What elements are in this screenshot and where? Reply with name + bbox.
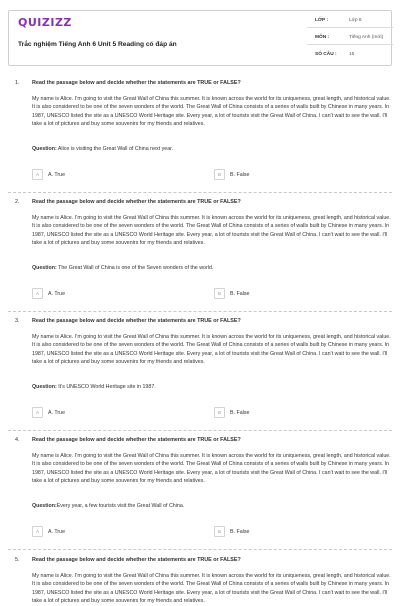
meta-value: Lớp 6: [349, 18, 362, 23]
question-text: Every year, a few tourists visit the Great Wall of China.: [56, 503, 185, 509]
reading-passage: My name is Alice. I’m going to visit the Great Wall of China this summer. It is known across the world for its uniqueness, great length, and historical value. It is also considered to be one of the seven wonders of the world. The Great Wall of China consists of a series of walls built by Chinese in many years. In 1987, UNESCO listed the site as a UNESCO World Heritage site. Every year, a lot of tourists visit the Great Wall of China. I can’t wait to see the wall. I’ll take a lot of pictures and buy some souvenirs for my friends and relatives.: [32, 573, 391, 605]
meta-row-count: [307, 47, 393, 62]
reading-passage: My name is Alice. I’m going to visit the Great Wall of China this summer. It is known across the world for its uniqueness, great length, and historical value. It is also considered to be one of the seven wonders of the world. The Great Wall of China consists of a series of walls built by Chinese in many years. In 1987, UNESCO listed the site as a UNESCO World Heritage site. Every year, a lot of tourists visit the Great Wall of China. I can’t wait to see the wall. I’ll take a lot of pictures and buy some souvenirs for my friends and relatives.: [32, 215, 391, 247]
option-b[interactable]: [214, 407, 249, 418]
document-title: Trắc nghiệm Tiếng Anh 6 Unit 5 Reading có đáp án: [18, 41, 177, 48]
meta-row-class: [307, 13, 393, 28]
question-prompt: Read the passage below and decide whether the statements are TRUE or FALSE?: [32, 318, 241, 324]
option-label: A. True: [48, 171, 66, 178]
option-b[interactable]: [214, 169, 249, 180]
reading-passage: My name is Alice. I’m going to visit the Great Wall of China this summer. It is known across the world for its uniqueness, great length, and historical value. It is also considered to be one of the seven wonders of the world. The Great Wall of China consists of a series of walls built by Chinese in many years. In 1987, UNESCO listed the site as a UNESCO World Heritage site. Every year, a lot of tourists visit the Great Wall of China. I can’t wait to see the wall. I’ll take a lot of pictures and buy some souvenirs for my friends and relatives.: [32, 453, 391, 485]
question-statement: [32, 503, 184, 509]
option-letter-box: B: [214, 407, 225, 418]
reading-passage: My name is Alice. I’m going to visit the Great Wall of China this summer. It is known across the world for its uniqueness, great length, and historical value. It is also considered to be one of the seven wonders of the world. The Great Wall of China consists of a series of walls built by Chinese in many years. In 1987, UNESCO listed the site as a UNESCO World Heritage site. Every year, a lot of tourists visit the Great Wall of China. I can’t wait to see the wall. I’ll take a lot of pictures and buy some souvenirs for my friends and relatives.: [32, 334, 391, 366]
meta-key: LỚP :: [315, 18, 329, 23]
option-letter-box: A: [32, 288, 43, 299]
question-block-5: [0, 557, 400, 605]
question-divider: [8, 430, 392, 431]
option-label: B. False: [230, 171, 250, 178]
question-label: Question:: [32, 146, 57, 152]
option-letter-box: A: [32, 526, 43, 537]
document-header: [8, 10, 392, 66]
question-prompt: Read the passage below and decide whether the statements are TRUE or FALSE?: [32, 199, 241, 205]
option-label: A. True: [48, 409, 66, 416]
question-label: Question:: [32, 503, 57, 509]
option-label: B. False: [230, 528, 250, 535]
question-label: Question:: [32, 265, 57, 271]
question-prompt: Read the passage below and decide whether the statements are TRUE or FALSE?: [32, 80, 241, 86]
option-a[interactable]: [32, 288, 65, 299]
question-number: 1.: [15, 80, 20, 86]
question-number: 3.: [15, 318, 20, 324]
question-text: The Great Wall of China is one of the Seven wonders of the world.: [56, 265, 214, 271]
question-prompt: Read the passage below and decide whether the statements are TRUE or FALSE?: [32, 437, 241, 443]
question-prompt: Read the passage below and decide whether the statements are TRUE or FALSE?: [32, 557, 241, 563]
meta-row-subject: [307, 30, 393, 45]
question-divider: [8, 549, 392, 550]
question-statement: [32, 384, 156, 390]
question-text: Alice is visiting the Great Wall of China next year.: [56, 146, 174, 152]
question-statement: [32, 146, 173, 152]
question-block-2: [0, 199, 400, 318]
question-number: 2.: [15, 199, 20, 205]
question-block-1: [0, 80, 400, 199]
question-statement: [32, 265, 213, 271]
question-block-4: [0, 437, 400, 556]
question-number: 5.: [15, 557, 20, 563]
option-letter-box: A: [32, 407, 43, 418]
option-letter-box: B: [214, 526, 225, 537]
question-divider: [8, 192, 392, 193]
option-label: B. False: [230, 409, 250, 416]
reading-passage: My name is Alice. I’m going to visit the Great Wall of China this summer. It is known across the world for its uniqueness, great length, and historical value. It is also considered to be one of the seven wonders of the world. The Great Wall of China consists of a series of walls built by Chinese in many years. In 1987, UNESCO listed the site as a UNESCO World Heritage site. Every year, a lot of tourists visit the Great Wall of China. I can’t wait to see the wall. I’ll take a lot of pictures and buy some souvenirs for my friends and relatives.: [32, 96, 391, 128]
meta-value: Tiếng Anh (mới): [349, 35, 384, 40]
option-letter-box: A: [32, 169, 43, 180]
option-a[interactable]: [32, 526, 65, 537]
question-block-3: [0, 318, 400, 437]
option-letter-box: B: [214, 288, 225, 299]
quizizz-logo: QUIZIZZ: [18, 16, 72, 29]
option-b[interactable]: [214, 288, 249, 299]
option-a[interactable]: [32, 169, 65, 180]
option-label: A. True: [48, 528, 66, 535]
option-letter-box: B: [214, 169, 225, 180]
option-label: A. True: [48, 290, 66, 297]
option-b[interactable]: [214, 526, 249, 537]
question-divider: [8, 311, 392, 312]
meta-key: SỐ CÂU :: [315, 52, 337, 57]
option-a[interactable]: [32, 407, 65, 418]
question-label: Question:: [32, 384, 57, 390]
option-label: B. False: [230, 290, 250, 297]
question-number: 4.: [15, 437, 20, 443]
meta-key: MÔN :: [315, 35, 330, 40]
question-text: It’s UNESCO World Heritage site in 1987.: [56, 384, 156, 390]
meta-value: 15: [349, 52, 355, 57]
